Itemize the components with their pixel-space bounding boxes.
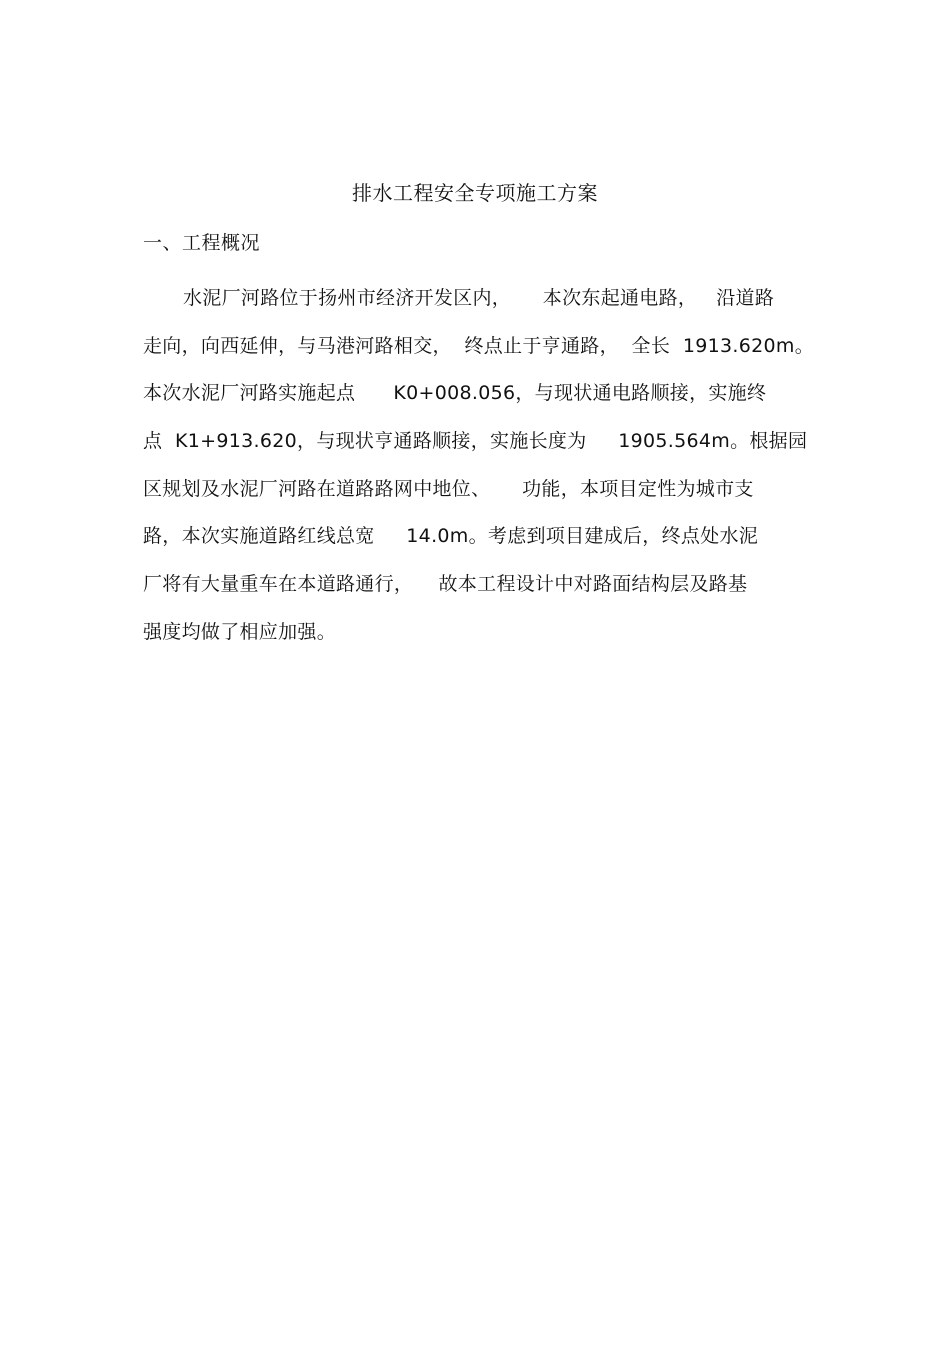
paragraph-line: 走向，向西延伸，与马港河路相交， 终点止于亨通路， 全长 1913.620m。	[143, 335, 815, 357]
paragraph-line: 路，本次实施道路红线总宽 14.0m。考虑到项目建成后，终点处水泥	[143, 525, 759, 547]
paragraph-line: 区规划及水泥厂河路在道路路网中地位、 功能，本项目定性为城市支	[143, 478, 754, 500]
paragraph-line: 水泥厂河路位于扬州市经济开发区内， 本次东起通电路， 沿道路	[183, 287, 775, 309]
paragraph-line: 厂将有大量重车在本道路通行， 故本工程设计中对路面结构层及路基	[143, 573, 748, 595]
paragraph-line: 强度均做了相应加强。	[143, 621, 337, 643]
section-heading: 一、工程概况	[143, 232, 261, 254]
paragraph-line: 本次水泥厂河路实施起点 K0+008.056，与现状通电路顺接，实施终	[143, 382, 767, 404]
document-title: 排水工程安全专项施工方案	[352, 181, 598, 205]
paragraph-line: 点 K1+913.620，与现状亨通路顺接，实施长度为 1905.564m。根据园	[143, 430, 808, 452]
